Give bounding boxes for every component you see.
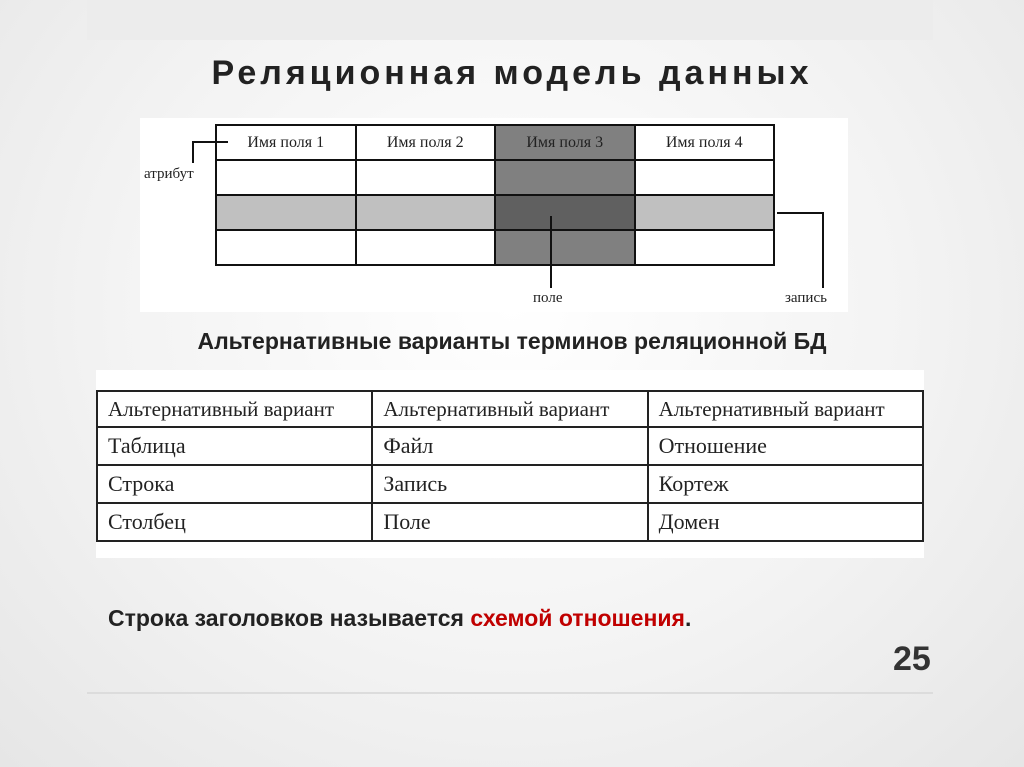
- diagram-table: [215, 124, 775, 266]
- field-label: поле: [533, 290, 563, 306]
- top-bar: [87, 0, 933, 40]
- record-label: запись: [785, 290, 827, 306]
- attribute-label: атрибут: [144, 166, 194, 182]
- diagram-cell: [356, 195, 496, 230]
- terms-table: [96, 390, 924, 542]
- schema-note-suffix: .: [684, 605, 692, 631]
- terms-header-row: [97, 391, 923, 427]
- diagram-cell: [356, 230, 496, 265]
- diagram-cell: [495, 230, 635, 265]
- relational-diagram: [140, 118, 848, 312]
- diagram-cell: [495, 195, 635, 230]
- diagram-cell: [635, 160, 775, 195]
- diagram-cell: [216, 195, 356, 230]
- table-row: [97, 465, 923, 503]
- table-cell: Поле: [372, 503, 647, 541]
- table-cell: Домен: [648, 503, 923, 541]
- diagram-row: [216, 230, 774, 265]
- diagram-header-cell: Имя поля 1: [216, 125, 356, 160]
- diagram-row: [216, 160, 774, 195]
- table-row: [97, 503, 923, 541]
- record-pointer-v: [822, 212, 824, 288]
- attribute-pointer-h: [192, 141, 228, 143]
- diagram-cell: [635, 195, 775, 230]
- diagram-cell: [216, 160, 356, 195]
- diagram-header-cell: Имя поля 3: [495, 125, 635, 160]
- page-number: 25: [893, 640, 931, 678]
- terms-table-container: [96, 370, 924, 558]
- table-cell: Запись: [372, 465, 647, 503]
- bottom-divider: [87, 692, 933, 694]
- diagram-cell: [216, 230, 356, 265]
- diagram-row-highlighted: [216, 195, 774, 230]
- terms-header-cell: Альтернативный вариант: [648, 391, 923, 427]
- field-pointer: [550, 216, 552, 288]
- table-cell: Отношение: [648, 427, 923, 465]
- subtitle: Альтернативные варианты терминов реляционной БД: [197, 328, 827, 354]
- terms-header-cell: Альтернативный вариант: [97, 391, 372, 427]
- schema-note: [108, 605, 691, 632]
- record-pointer-h: [777, 212, 823, 214]
- diagram-header-cell: Имя поля 4: [635, 125, 775, 160]
- terms-header-cell: Альтернативный вариант: [372, 391, 647, 427]
- diagram-cell: [356, 160, 496, 195]
- schema-note-prefix: Строка заголовков называется: [108, 605, 471, 631]
- table-cell: Столбец: [97, 503, 372, 541]
- diagram-cell: [495, 160, 635, 195]
- slide-title: Реляционная модель данных: [211, 54, 813, 92]
- table-cell: Кортеж: [648, 465, 923, 503]
- diagram-header-cell: Имя поля 2: [356, 125, 496, 160]
- schema-note-highlight: схемой отношения: [470, 605, 685, 631]
- table-cell: Таблица: [97, 427, 372, 465]
- table-cell: Файл: [372, 427, 647, 465]
- attribute-pointer-v: [192, 141, 194, 163]
- table-row: [97, 427, 923, 465]
- diagram-cell: [635, 230, 775, 265]
- table-cell: Строка: [97, 465, 372, 503]
- diagram-header-row: [216, 125, 774, 160]
